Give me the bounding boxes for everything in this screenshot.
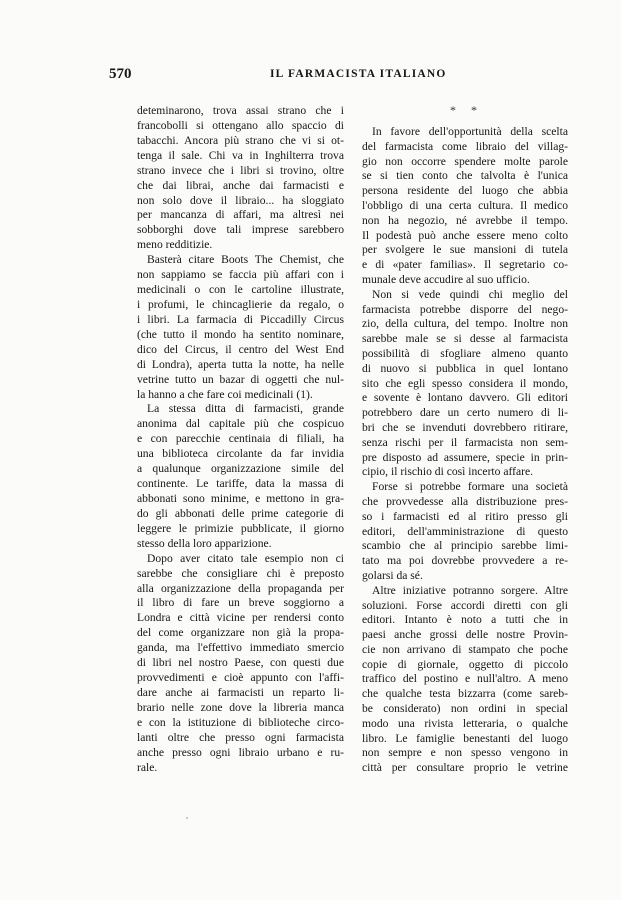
text-line: sito che egli spesso considera il mondo, xyxy=(362,376,568,390)
text-line: non solo dove il libraio... ha sloggiato xyxy=(137,193,344,207)
text-line: Forse si potrebbe formare una società xyxy=(372,480,568,494)
text-line: cipio, il rischio di così incerto affare. xyxy=(362,465,534,479)
text-line: do gli abbonati delle prime categorie di xyxy=(137,506,344,520)
paragraph xyxy=(362,125,568,288)
text-line: lanti oltre che presso ogni farmacista xyxy=(137,730,344,744)
text-line: persona residente del luogo che abbia xyxy=(362,184,568,198)
text-line: editori. Intanto è noto a tutti che in xyxy=(362,613,568,627)
text-line: i libri. La farmacia di Piccadilly Circus xyxy=(137,312,344,326)
text-line: Basterà citare Boots The Chemist, che xyxy=(147,253,344,267)
text-line: ganda, ma l'effettivo immediato smercio xyxy=(137,641,344,655)
text-line: zio, della cultura, del tempo. Inoltre non xyxy=(362,317,568,331)
text-line: sarebbe che consigliare chi è preposto xyxy=(137,566,344,580)
paragraph xyxy=(362,480,568,584)
text-line: non sappiamo se faccia più affari con i xyxy=(137,268,344,282)
text-line: di Londra), aperta tutta la notte, ha nelle xyxy=(137,357,344,371)
section-separator: * * xyxy=(450,103,483,117)
text-line: In favore dell'opportunità della scelta xyxy=(372,125,568,138)
text-line: soluzioni. Forse accordi diretti con gli xyxy=(362,598,568,612)
text-line: tato ma poi dovrebbe provvedere a re- xyxy=(362,554,568,568)
text-line: a qualunque organizzazione simile del xyxy=(137,462,344,476)
text-line: continente. Le tariffe, data la massa di xyxy=(137,477,344,491)
text-line: golarsi da sé. xyxy=(362,568,423,582)
text-line: non ha negozio, né avrebbe il tempo. xyxy=(362,213,568,227)
text-line: Londra e città vicine per rendersi conto xyxy=(137,611,344,625)
text-line: dare anche ai farmacisti un reparto li- xyxy=(137,685,344,699)
text-line: modo una rivista letteraria, o qualche xyxy=(362,716,568,730)
text-line: francobolli si ottengano allo spaccio di xyxy=(137,118,344,132)
paragraph xyxy=(137,552,344,776)
text-line: se si tien conto che talvolta è l'unica xyxy=(362,169,568,183)
text-line: editori, dell'amministrazione di questo xyxy=(362,524,568,538)
text-line: leggere le primizie pubblicate, il giorno xyxy=(137,521,344,535)
text-line: Dopo aver citato tale esempio non ci xyxy=(147,551,344,565)
text-line: per mancanza di affari, ma altresì nei xyxy=(137,208,344,222)
text-line: Non si vede quindi chi meglio del xyxy=(372,287,568,301)
text-line: che dai librai, anche dai farmacisti e xyxy=(137,178,344,192)
paragraph xyxy=(137,253,344,402)
text-line: città per consultare proprio le vetrine xyxy=(362,761,568,775)
text-line: brario nelle zone dove la libreria manca xyxy=(137,700,344,714)
text-line: possibilità di sfogliare almeno quanto xyxy=(362,346,568,360)
paragraph xyxy=(137,402,344,551)
running-title: IL FARMACISTA ITALIANO xyxy=(270,68,447,80)
text-line: la hanno a che fare coi medicinali (1). xyxy=(137,387,313,401)
text-line: senza rischi per il farmacista non sem- xyxy=(362,435,568,449)
paragraph xyxy=(362,288,568,480)
text-line: i profumi, le chincaglierie da regalo, o xyxy=(137,297,344,311)
text-line: per svolgere le sue mansioni di tutela xyxy=(362,243,568,257)
text-line: meno redditizie. xyxy=(137,238,213,252)
text-line: cie non arrivano di stampato che poche xyxy=(362,642,568,656)
text-line: Altre iniziative potranno sorgere. Altre xyxy=(372,583,568,597)
text-line: paesi anche grossi delle nostre Provin- xyxy=(362,628,568,642)
text-line: e con la istituzione di biblioteche circo- xyxy=(137,715,344,729)
scan-speck xyxy=(186,817,188,819)
text-line: anonima dal capitale più che cospicuo xyxy=(137,417,344,431)
text-line: e con parecchie centinaia di filiali, ha xyxy=(137,432,344,446)
text-line: abbonati sono minime, e mettono in gra- xyxy=(137,491,344,505)
paragraph xyxy=(362,584,568,776)
text-line: strano invece che i libri si trovino, oltre xyxy=(137,163,344,177)
text-line: una biblioteca circolante da far invidia xyxy=(137,447,344,461)
text-line: dico del Circus, il centro del West End xyxy=(137,342,344,356)
text-line: tabacchi. Ancora più strano che vi si ot- xyxy=(137,133,344,147)
text-line: rale. xyxy=(137,760,158,774)
text-line: scambio che al principio sarebbe limi- xyxy=(362,539,568,553)
text-line: anche presso ogni libraio urbano e ru- xyxy=(137,745,344,759)
text-line: deteminarono, trova assai strano che i xyxy=(137,104,344,117)
text-line: che provvedesse alla distribuzione pres- xyxy=(362,494,568,508)
text-line: sarebbe male se si desse al farmacista xyxy=(362,332,568,346)
text-line: medicinali o con le cartoline illustrate, xyxy=(137,283,344,297)
text-line: il libro di fare un breve soggiorno a xyxy=(137,596,344,610)
text-line: gio non occorre spendere molte parole xyxy=(362,154,568,168)
text-line: traffico del postino e null'altro. A meno xyxy=(362,672,568,686)
text-line: sobborghi dove tali imprese sarebbero xyxy=(137,223,344,237)
text-line: tenga il sale. Chi va in Inghilterra trova xyxy=(137,148,344,162)
text-line: pre disposto ad assumere, specie in prin- xyxy=(362,450,568,464)
text-line: copie di giornale, oggetto di piccolo xyxy=(362,657,568,671)
text-line: l'obbligo di una certa cultura. Il medico xyxy=(362,198,568,212)
text-line: be considerato) non ordini in special xyxy=(362,702,568,716)
text-line: provvedimenti e cioè appunto con l'affi- xyxy=(137,671,344,685)
text-line: La stessa ditta di farmacisti, grande xyxy=(147,402,344,416)
text-line: alla organizzazione della propaganda per xyxy=(137,581,344,595)
text-line: di nuovo si pubblica in quel lontano xyxy=(362,361,568,375)
text-line: Il podestà può anche essere meno colto xyxy=(362,228,568,242)
text-line: munale deve accudire al suo ufficio. xyxy=(362,272,530,286)
text-line: del farmacista come libraio del villag- xyxy=(362,139,568,153)
paragraph xyxy=(137,104,344,253)
text-line: stesso della loro apparizione. xyxy=(137,536,272,550)
text-line: non sempre e non spesso vengono in xyxy=(362,746,568,760)
text-line: potrebbero dare un certo numero di li- xyxy=(362,406,568,420)
text-line: che qualche testa bizzarra (come sareb- xyxy=(362,687,568,701)
right-column xyxy=(362,125,568,776)
text-line: e di «pater familias». Il segretario co- xyxy=(362,258,568,272)
text-line: del come organizzare non già la propa- xyxy=(137,626,344,640)
text-line: di libri nel nostro Paese, con questi due xyxy=(137,656,344,670)
text-line: bri che se invenduti dovrebbero ritirare, xyxy=(362,420,568,434)
text-line: (che tutto il mondo ha sentito nominare, xyxy=(137,327,344,341)
text-line: farmacista potrebbe disporre del nego- xyxy=(362,302,568,316)
text-line: e sovente è lontano davvero. Gli editori xyxy=(362,391,568,405)
text-line: so i farmacisti ed al ritiro presso gli xyxy=(362,509,568,523)
text-line: vetrine tutto un bazar di oggetti che nul- xyxy=(137,372,344,386)
page-number: 570 xyxy=(109,66,132,82)
text-line: libro. Le famiglie benestanti del luogo xyxy=(362,731,568,745)
left-column xyxy=(137,104,344,775)
